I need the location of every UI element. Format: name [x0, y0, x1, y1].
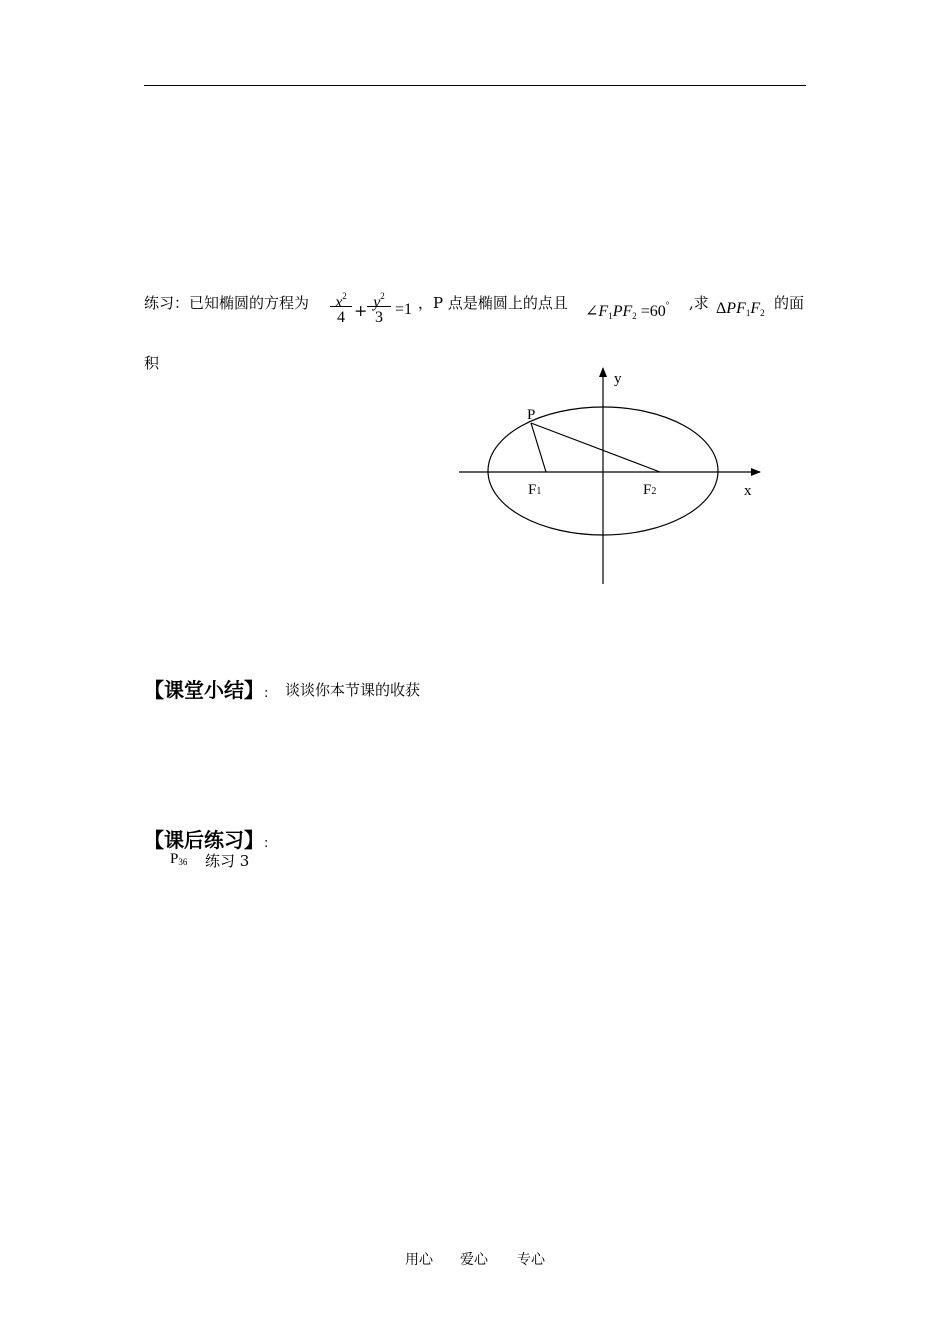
x-axis-label: x	[744, 483, 752, 499]
segment-pf2	[531, 423, 660, 472]
homework-heading	[144, 824, 268, 853]
exercise-tail-2: 积	[144, 354, 160, 372]
frac1-denominator: 4	[337, 309, 345, 326]
point-p-label: P	[527, 407, 536, 423]
homework-colon: :	[264, 836, 269, 851]
exercise-intro: 练习：已知椭圆的方程为	[144, 294, 310, 312]
footer-item-1: 用心	[405, 1252, 433, 1268]
focus-f1-label	[528, 482, 541, 498]
homework-ref-sub: 36	[178, 857, 188, 867]
summary-colon: :	[264, 686, 269, 701]
focus-f1-letter: F	[528, 482, 537, 498]
frac2-numerator: y	[373, 294, 381, 311]
exercise-point-text: ，P 点是椭圆上的点且	[418, 294, 568, 312]
summary-heading	[144, 674, 268, 703]
angle-pf: PF	[612, 303, 633, 320]
angle-sub1: 1	[608, 311, 613, 321]
triangle-symbol: Δ	[716, 300, 727, 317]
focus-f1-sub: 1	[536, 486, 542, 497]
angle-f: F	[598, 303, 609, 320]
triangle-sub1: 1	[745, 308, 751, 318]
frac2-exponent: 2	[380, 291, 385, 301]
frac1-numerator: x	[335, 294, 343, 311]
summary-text: 谈谈你本节课的收获	[285, 681, 421, 699]
triangle-pf: PF	[726, 300, 746, 317]
homework-page-ref	[170, 851, 187, 868]
angle-equals-60: =60	[636, 303, 666, 320]
focus-f2-letter: F	[643, 482, 652, 498]
homework-ref-letter: P	[170, 851, 179, 867]
focus-f2-sub: 2	[651, 486, 657, 497]
focus-f2-label	[643, 482, 656, 498]
homework-heading-text: 【课后练习】	[144, 828, 264, 852]
frac2-denominator: 3	[375, 309, 383, 326]
summary-heading-text: 【课堂小结】	[144, 678, 264, 702]
frac1-exponent: 2	[342, 291, 347, 301]
segment-pf1	[531, 423, 546, 472]
equals-one: =1	[395, 301, 413, 318]
triangle-sub2: 2	[760, 308, 765, 318]
degree-sign: °	[665, 300, 670, 310]
footer-item-2: 爱心	[460, 1252, 488, 1268]
angle-sub2: 2	[632, 311, 637, 321]
exercise-tail: 的面	[774, 294, 805, 312]
y-axis-label: y	[614, 371, 622, 387]
footer-item-3: 专心	[517, 1252, 545, 1268]
triangle-f: F	[750, 300, 761, 317]
angle-symbol: ∠	[585, 303, 599, 320]
plus-sign: +	[354, 301, 368, 320]
exercise-ask: ,求	[689, 294, 709, 312]
homework-text: 练习 3	[205, 852, 250, 870]
